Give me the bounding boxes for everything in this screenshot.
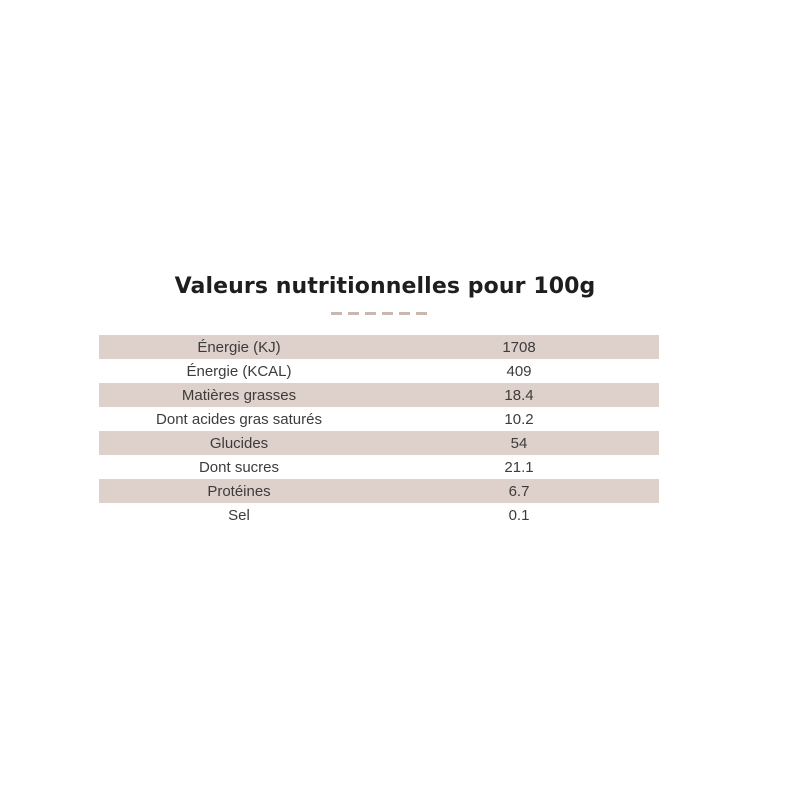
divider-dash [348, 312, 359, 315]
divider-dash [416, 312, 427, 315]
divider-dash [365, 312, 376, 315]
table-row [99, 383, 659, 407]
nutrient-value: 18.4 [504, 386, 534, 404]
nutrient-value: 409 [506, 362, 532, 380]
nutrient-value: 10.2 [504, 410, 534, 428]
nutrient-label: Énergie (KJ) [197, 338, 281, 356]
nutrient-label: Sel [228, 506, 250, 524]
nutrient-label: Protéines [207, 482, 271, 500]
divider-dash [331, 312, 342, 315]
title-divider [331, 312, 427, 315]
nutrient-label: Énergie (KCAL) [186, 362, 292, 380]
table-row [99, 479, 659, 503]
nutrient-label: Dont acides gras saturés [156, 410, 322, 428]
nutrient-value: 6.7 [508, 482, 530, 500]
nutrient-value: 0.1 [508, 506, 530, 524]
table-row [99, 335, 659, 359]
table-row [99, 359, 659, 383]
table-row [99, 455, 659, 479]
nutrient-value: 54 [510, 434, 528, 452]
table-row [99, 407, 659, 431]
nutrient-value: 21.1 [504, 458, 534, 476]
nutrient-value: 1708 [502, 338, 536, 356]
table-row [99, 503, 659, 527]
page-title: Valeurs nutritionnelles pour 100g [174, 274, 596, 299]
nutrition-table [99, 335, 659, 527]
nutrient-label: Dont sucres [198, 458, 280, 476]
nutrient-label: Glucides [209, 434, 269, 452]
nutrient-label: Matières grasses [181, 386, 297, 404]
table-row [99, 431, 659, 455]
divider-dash [399, 312, 410, 315]
divider-dash [382, 312, 393, 315]
